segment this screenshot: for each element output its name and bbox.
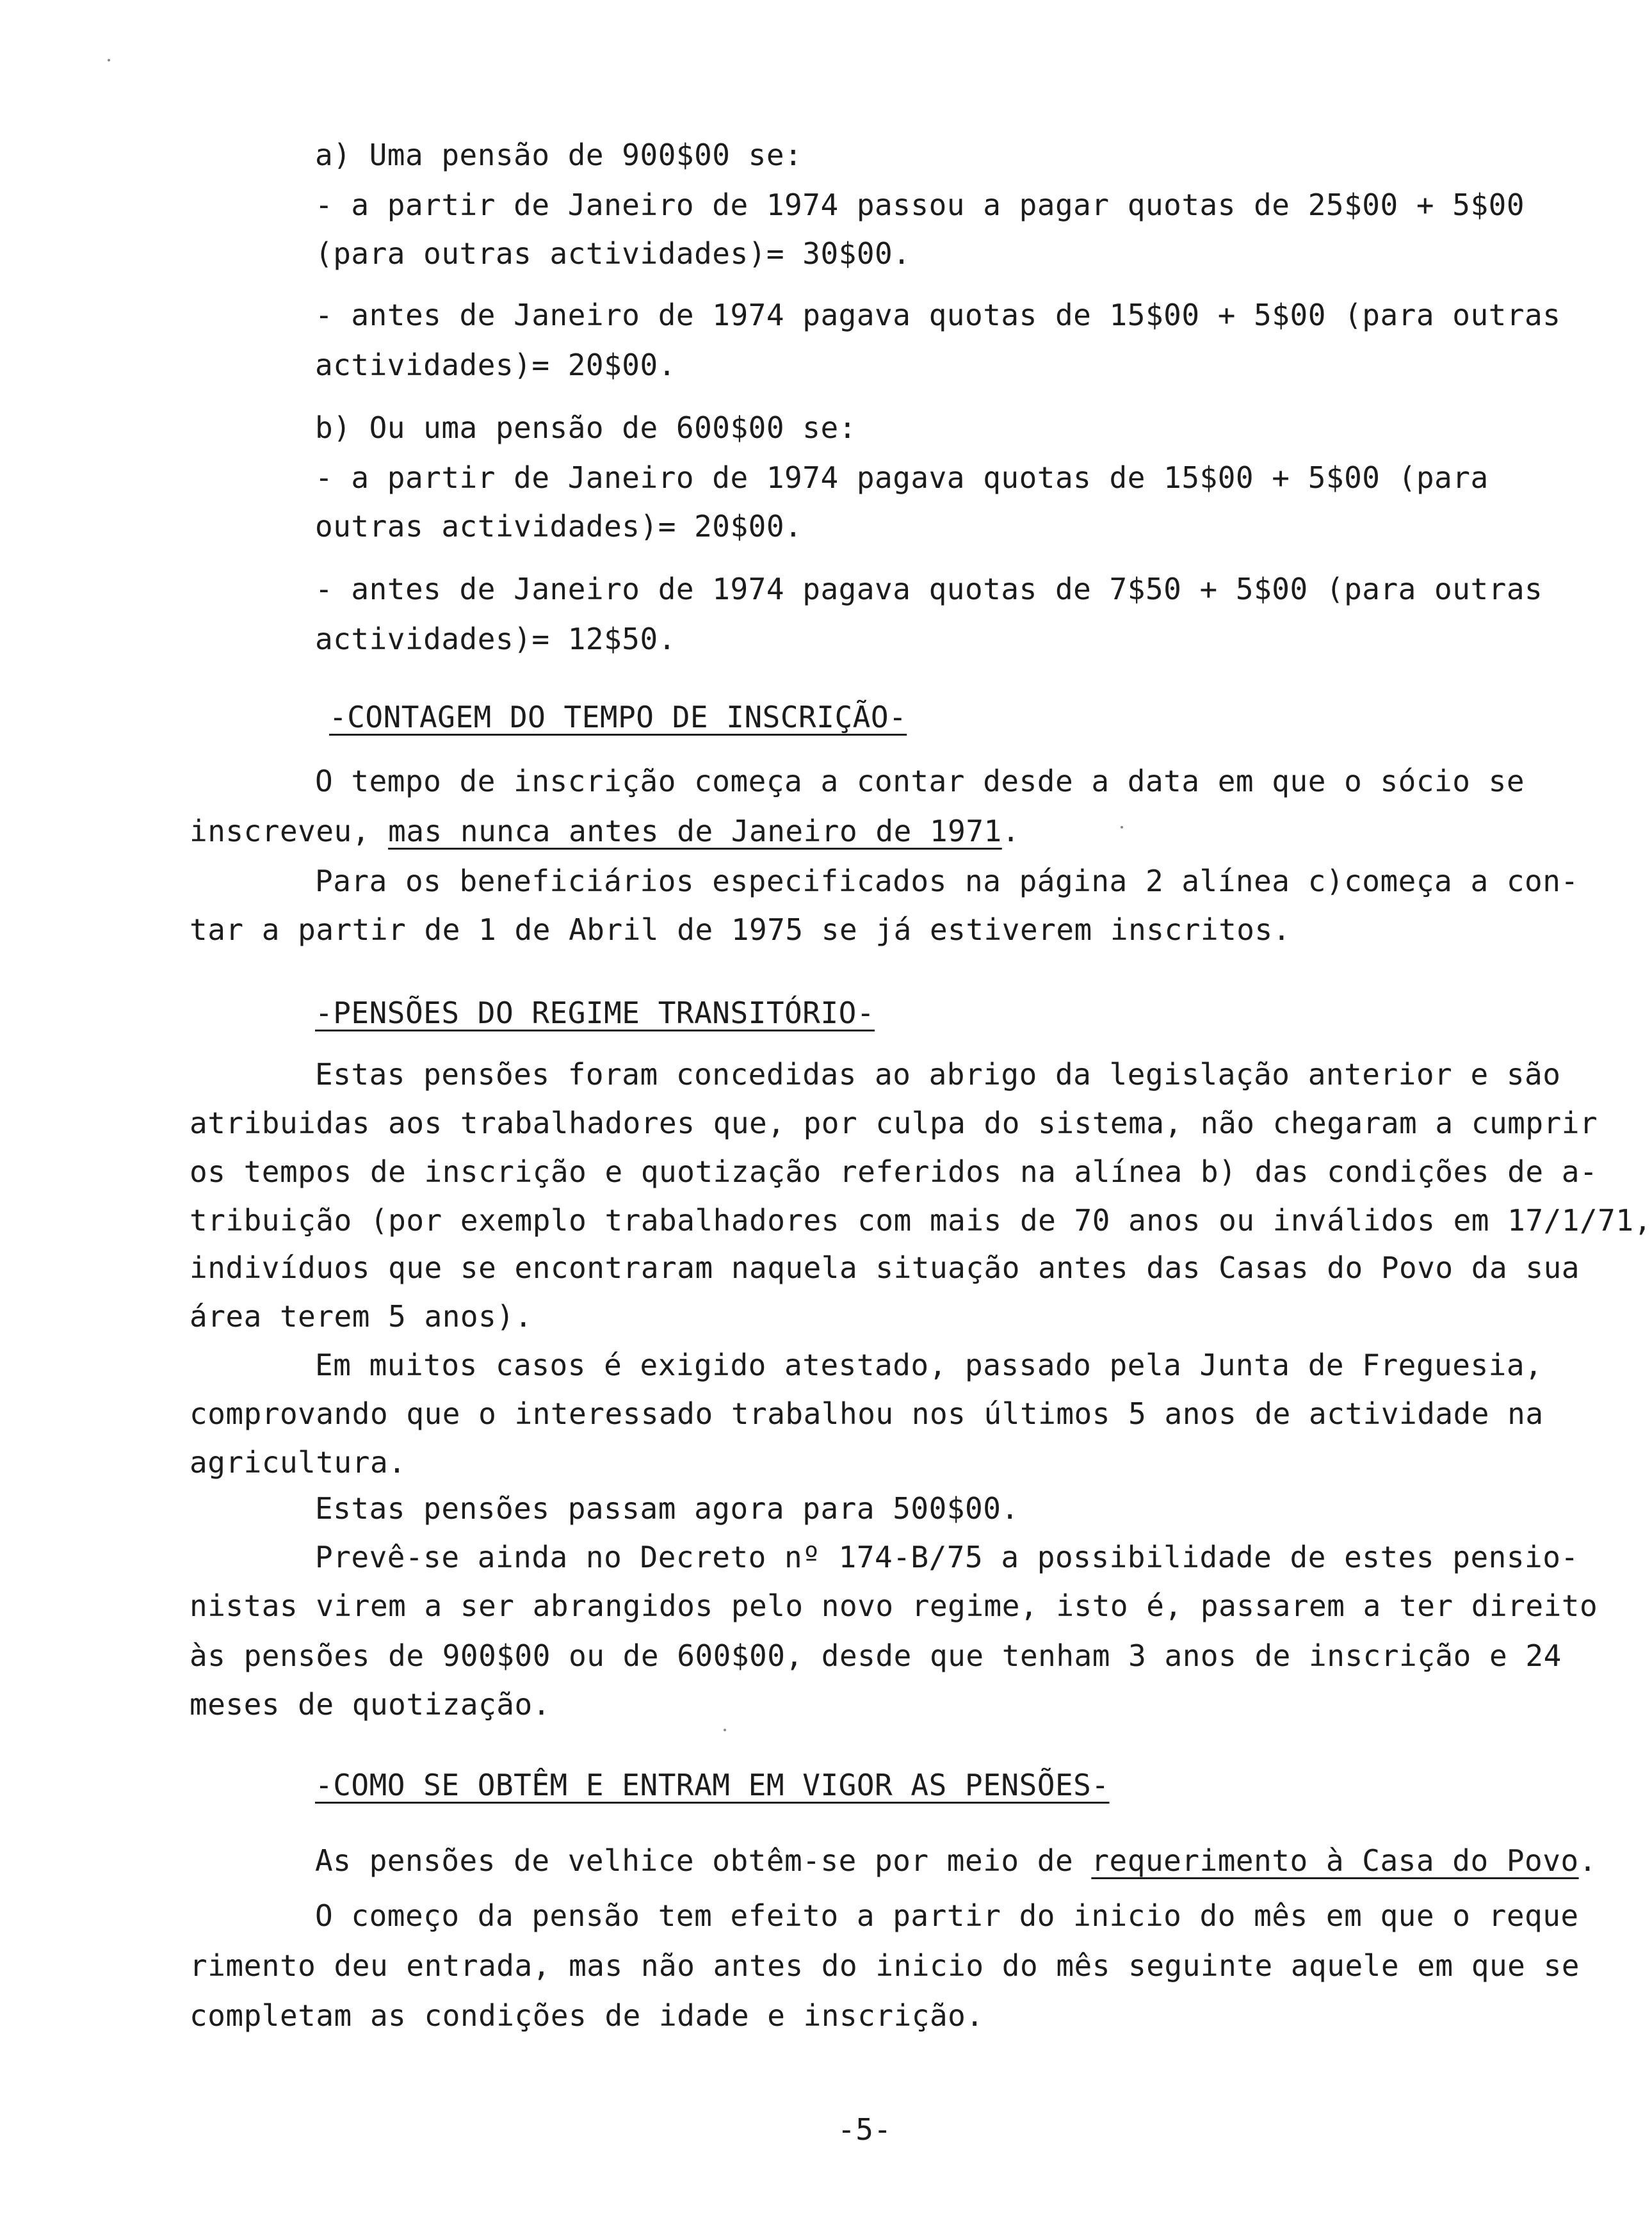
paragraph-line: indivíduos que se encontraram naquela situação antes das Casas do Povo da sua — [190, 1250, 1580, 1285]
paragraph-line: tar a partir de 1 de Abril de 1975 se já estiverem inscritos. — [190, 912, 1291, 947]
section-b-line: actividades)= 12$50. — [315, 622, 676, 656]
paragraph-text: inscreveu, — [190, 814, 389, 848]
section-b-title: b) Ou uma pensão de 600$00 se: — [315, 410, 857, 445]
paragraph-line: os tempos de inscrição e quotização referidos na alínea b) das condições de a- — [190, 1154, 1598, 1189]
section-a-line: actividades)= 20$00. — [315, 348, 676, 382]
section-b-line: - antes de Janeiro de 1974 pagava quotas de 7$50 + 5$00 (para outras — [315, 572, 1543, 606]
paragraph-line: tribuição (por exemplo trabalhadores com mais de 70 anos ou inválidos em 17/1/71, — [190, 1203, 1652, 1238]
page-number: -5- — [838, 2112, 892, 2147]
paragraph-line: Prevê-se ainda no Decreto nº 174-B/75 a possibilidade de estes pensio- — [315, 1540, 1579, 1574]
paragraph-line: rimento deu entrada, mas não antes do inicio do mês seguinte aquele em que se — [190, 1948, 1580, 1983]
paragraph-line: Para os beneficiários especificados na página 2 alínea c)começa a con- — [315, 864, 1579, 898]
paragraph-line: agricultura. — [190, 1445, 407, 1480]
scan-speck — [1121, 826, 1123, 829]
section-a-title: a) Uma pensão de 900$00 se: — [315, 138, 803, 172]
section-a-line: - a partir de Janeiro de 1974 passou a pagar quotas de 25$00 + 5$00 — [315, 188, 1525, 222]
paragraph-line: área terem 5 anos). — [190, 1299, 533, 1334]
paragraph-line: Estas pensões foram concedidas ao abrigo da legislação anterior e são — [315, 1057, 1561, 1092]
paragraph-line: atribuidas aos trabalhadores que, por culpa do sistema, não chegaram a cumprir — [190, 1106, 1598, 1140]
underlined-text: requerimento à Casa do Povo — [1091, 1843, 1579, 1878]
heading-transitorio: -PENSÕES DO REGIME TRANSITÓRIO- — [315, 996, 875, 1030]
heading-contagem: -CONTAGEM DO TEMPO DE INSCRIÇÃO- — [329, 700, 907, 734]
paragraph-line — [190, 812, 1020, 850]
paragraph-line: nistas virem a ser abrangidos pelo novo regime, isto é, passarem a ter direito — [190, 1588, 1598, 1623]
paragraph-line: O tempo de inscrição começa a contar desde a data em que o sócio se — [315, 764, 1525, 798]
paragraph-line: O começo da pensão tem efeito a partir do inicio do mês em que o reque — [315, 1898, 1579, 1933]
section-b-line: - a partir de Janeiro de 1974 pagava quotas de 15$00 + 5$00 (para — [315, 460, 1489, 495]
paragraph-line: meses de quotização. — [190, 1687, 551, 1722]
scan-speck — [724, 1729, 726, 1731]
paragraph-line: às pensões de 900$00 ou de 600$00, desde que tenham 3 anos de inscrição e 24 — [190, 1638, 1562, 1673]
section-a-line: (para outras actividades)= 30$00. — [315, 236, 911, 271]
paragraph-line — [315, 1841, 1597, 1880]
section-b-line: outras actividades)= 20$00. — [315, 509, 803, 544]
paragraph-line: comprovando que o interessado trabalhou nos últimos 5 anos de actividade na — [190, 1396, 1544, 1431]
paragraph-line: completam as condições de idade e inscrição. — [190, 1998, 984, 2033]
paragraph-text: . — [1578, 1843, 1597, 1878]
scan-speck — [108, 59, 110, 61]
underlined-text: mas nunca antes de Janeiro de 1971 — [388, 814, 1002, 848]
section-a-line: - antes de Janeiro de 1974 pagava quotas de 15$00 + 5$00 (para outras — [315, 298, 1561, 332]
paragraph-line: Estas pensões passam agora para 500$00. — [315, 1491, 1019, 1526]
paragraph-text: As pensões de velhice obtêm-se por meio de — [315, 1843, 1092, 1878]
paragraph-line: Em muitos casos é exigido atestado, passado pela Junta de Freguesia, — [315, 1348, 1543, 1382]
heading-vigor: -COMO SE OBTÊM E ENTRAM EM VIGOR AS PENSÕES- — [315, 1768, 1110, 1802]
paragraph-text: . — [1001, 814, 1020, 848]
